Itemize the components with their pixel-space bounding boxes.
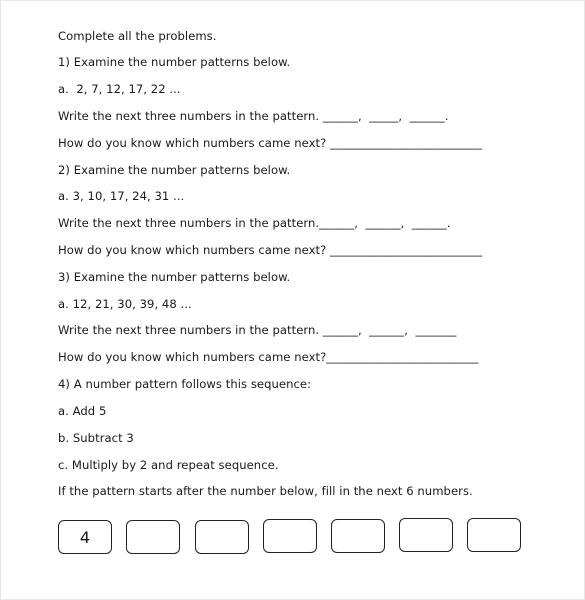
answer-box-1: 4 [58,520,112,554]
problem2-write-next: Write the next three numbers in the pattern.______, ______, ______. [58,216,451,230]
answer-box-4[interactable] [263,519,317,553]
problem4-heading: 4) A number pattern follows this sequence: [58,377,312,391]
problem2-heading: 2) Examine the number patterns below. [58,163,291,177]
answer-box-7[interactable] [467,518,521,552]
problem1-how-know: How do you know which numbers came next? __________________________ [58,136,483,150]
problem1-write-next: Write the next three numbers in the pattern. ______, _____, ______. [58,109,449,123]
problem4-step-a: a. Add 5 [58,404,107,418]
problem2-pattern: a. 3, 10, 17, 24, 31 ... [58,189,185,203]
problem1-pattern: a. 2, 7, 12, 17, 22 ... [58,82,181,96]
answer-box-6[interactable] [399,518,453,552]
problem3-pattern: a. 12, 21, 30, 39, 48 ... [58,297,192,311]
answer-box-5[interactable] [331,519,385,553]
problem3-how-know: How do you know which numbers came next?__________________________ [58,350,479,364]
answer-box-2[interactable] [126,520,180,554]
answer-boxes [58,518,528,556]
problem3-heading: 3) Examine the number patterns below. [58,270,291,284]
problem2-how-know: How do you know which numbers came next? __________________________ [58,243,483,257]
problem1-heading: 1) Examine the number patterns below. [58,55,291,69]
answer-box-3[interactable] [195,520,249,554]
problem3-write-next: Write the next three numbers in the pattern. ______, ______, _______ [58,323,457,337]
instructions-text: Complete all the problems. [58,29,217,43]
problem4-fill-instruction: If the pattern starts after the number below, fill in the next 6 numbers. [58,484,473,498]
problem4-step-c: c. Multiply by 2 and repeat sequence. [58,458,279,472]
problem4-step-b: b. Subtract 3 [58,431,134,445]
